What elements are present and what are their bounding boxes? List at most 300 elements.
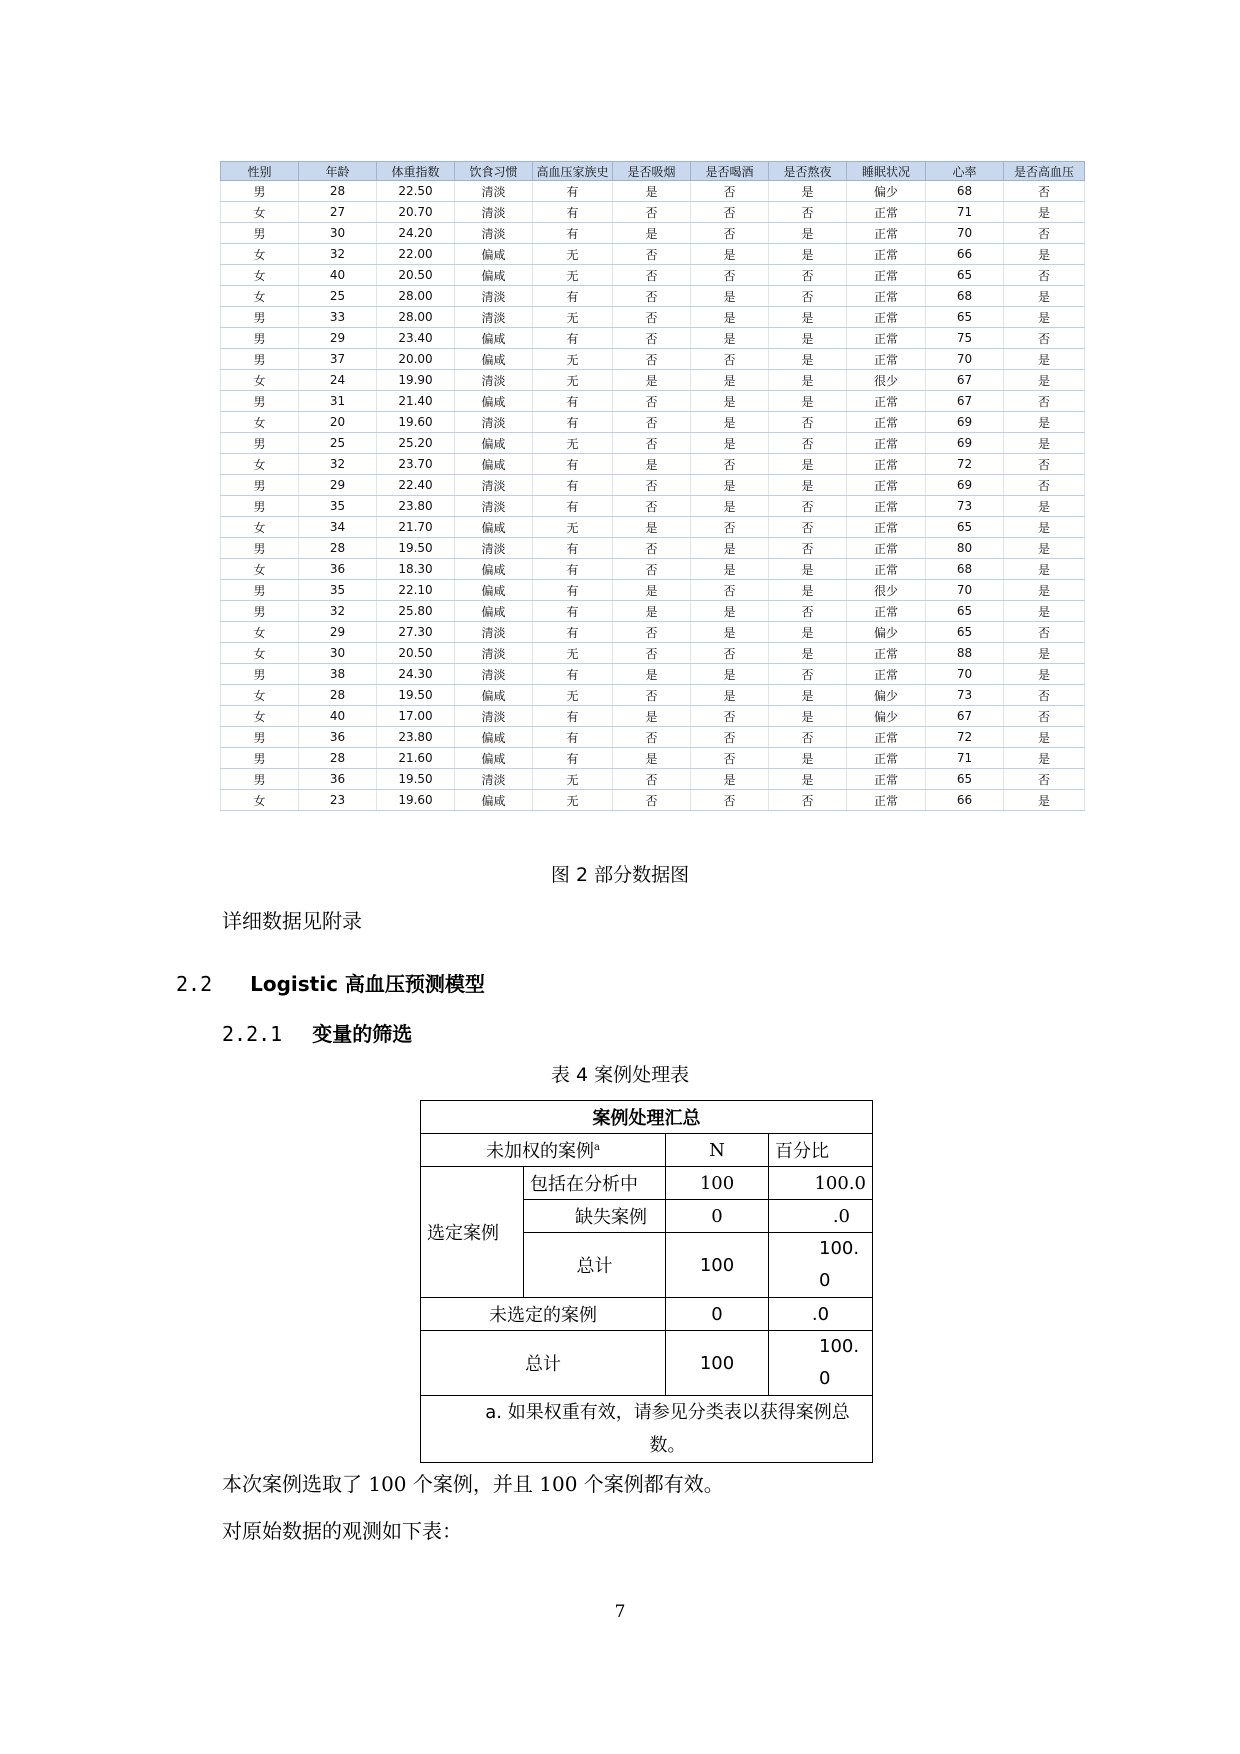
table-cell: 是	[691, 391, 769, 412]
table-cell: 女	[221, 517, 299, 538]
footnote-marker: a	[594, 1142, 600, 1153]
table-cell: 否	[769, 202, 847, 223]
table-cell: 34	[299, 517, 377, 538]
table-cell: 是	[1004, 349, 1085, 370]
table-cell: 是	[1004, 538, 1085, 559]
table-cell: 男	[221, 538, 299, 559]
table-cell: 偏咸	[455, 748, 533, 769]
table-cell: 是	[769, 769, 847, 790]
table-cell: 28.00	[377, 307, 455, 328]
table-cell: 有	[533, 580, 613, 601]
table-cell: 是	[1004, 664, 1085, 685]
table-cell: 24	[299, 370, 377, 391]
table-cell: 68	[926, 181, 1004, 202]
table-cell: 68	[926, 286, 1004, 307]
table-cell: 20.00	[377, 349, 455, 370]
table-cell: 33	[299, 307, 377, 328]
table-cell: 是	[769, 622, 847, 643]
table-cell: 无	[533, 307, 613, 328]
table-cell: 65	[926, 307, 1004, 328]
table-cell: 否	[613, 202, 691, 223]
table-row	[221, 580, 1085, 601]
table-cell: 65	[926, 265, 1004, 286]
table-cell: 30	[299, 643, 377, 664]
table-row	[221, 790, 1085, 811]
column-header: 是否喝酒	[691, 162, 769, 181]
table-cell: 清淡	[455, 622, 533, 643]
table-cell: 71	[926, 202, 1004, 223]
subtotal-n: 100	[666, 1233, 769, 1298]
table-cell: 无	[533, 433, 613, 454]
appendix-note: 详细数据见附录	[222, 909, 362, 933]
table-cell: 是	[613, 748, 691, 769]
table-cell: 71	[926, 748, 1004, 769]
table-cell: 是	[691, 601, 769, 622]
table-cell: 是	[769, 307, 847, 328]
table-cell: 是	[769, 328, 847, 349]
table-cell: 是	[613, 706, 691, 727]
footnote-line1: a. 如果权重有效，请参见分类表以获得案例总	[485, 1402, 850, 1423]
table-cell: 否	[769, 517, 847, 538]
unselected-label: 未选定的案例	[421, 1298, 666, 1331]
missing-label: 缺失案例	[524, 1200, 666, 1233]
table-row	[221, 223, 1085, 244]
table-cell: 无	[533, 265, 613, 286]
table-row	[421, 1396, 873, 1463]
table-row	[221, 328, 1085, 349]
table-cell: 否	[769, 601, 847, 622]
table-cell: 有	[533, 601, 613, 622]
table-cell: 65	[926, 769, 1004, 790]
table-cell: 是	[1004, 244, 1085, 265]
table-cell: 正常	[847, 748, 926, 769]
table-cell: 是	[613, 370, 691, 391]
table-cell: 正常	[847, 265, 926, 286]
table-cell: 是	[691, 433, 769, 454]
unweighted-label: 未加权的案例	[486, 1141, 595, 1162]
table-cell: 否	[1004, 475, 1085, 496]
subtotal-percent-line2: 0	[819, 1270, 831, 1291]
table-cell: 29	[299, 475, 377, 496]
table-row	[221, 349, 1085, 370]
table-cell: 偏咸	[455, 685, 533, 706]
table-cell: 否	[769, 412, 847, 433]
table-cell: 否	[613, 286, 691, 307]
table-cell: 男	[221, 601, 299, 622]
table-cell: 28	[299, 181, 377, 202]
table-row	[221, 685, 1085, 706]
table-cell: 是	[691, 664, 769, 685]
table-cell: 男	[221, 769, 299, 790]
table-cell: 67	[926, 706, 1004, 727]
table-cell: 是	[769, 748, 847, 769]
table-cell: 有	[533, 538, 613, 559]
table-cell: 无	[533, 769, 613, 790]
table-cell: 22.40	[377, 475, 455, 496]
table-row	[221, 202, 1085, 223]
table-cell: 否	[613, 538, 691, 559]
total-percent	[769, 1331, 873, 1396]
table-cell: 正常	[847, 790, 926, 811]
table-cell: 是	[769, 349, 847, 370]
table-cell: 是	[769, 685, 847, 706]
table-cell: 否	[613, 307, 691, 328]
unselected-n: 0	[666, 1298, 769, 1331]
table-cell: 正常	[847, 538, 926, 559]
table-cell: 是	[691, 769, 769, 790]
table-cell: 是	[769, 454, 847, 475]
table-cell: 否	[1004, 685, 1085, 706]
table-cell: 偏少	[847, 706, 926, 727]
table-cell: 有	[533, 622, 613, 643]
table-row	[421, 1101, 873, 1134]
table-cell: 19.50	[377, 769, 455, 790]
table-cell: 67	[926, 370, 1004, 391]
table-cell: 否	[769, 286, 847, 307]
table-cell: 否	[769, 496, 847, 517]
table-cell: 偏少	[847, 181, 926, 202]
table-cell: 无	[533, 517, 613, 538]
column-header: 体重指数	[377, 162, 455, 181]
selected-cases-label: 选定案例	[421, 1167, 524, 1298]
table-cell: 正常	[847, 517, 926, 538]
table-cell: 否	[691, 790, 769, 811]
table-cell: 正常	[847, 475, 926, 496]
table-cell: 32	[299, 601, 377, 622]
table-cell: 正常	[847, 601, 926, 622]
table-cell: 有	[533, 286, 613, 307]
table-row	[221, 664, 1085, 685]
table-cell: 是	[691, 685, 769, 706]
table-cell: 是	[691, 328, 769, 349]
table-row	[421, 1134, 873, 1167]
subsection-number: 2.2.1	[222, 1022, 283, 1046]
table-cell: 否	[769, 664, 847, 685]
unselected-percent: .0	[769, 1298, 873, 1331]
table-cell: 清淡	[455, 412, 533, 433]
table-cell: 偏咸	[455, 433, 533, 454]
table-cell: 66	[926, 790, 1004, 811]
table-cell: 是	[613, 181, 691, 202]
table-cell: 有	[533, 328, 613, 349]
table-cell: 70	[926, 223, 1004, 244]
table-cell: 是	[691, 559, 769, 580]
section-heading	[176, 968, 485, 997]
column-header: 睡眠状况	[847, 162, 926, 181]
table-header-row	[221, 162, 1085, 181]
table-row	[221, 370, 1085, 391]
unweighted-label-cell	[421, 1134, 666, 1167]
table-cell: 有	[533, 475, 613, 496]
table-cell: 偏咸	[455, 454, 533, 475]
table-cell: 否	[691, 223, 769, 244]
table-cell: 是	[1004, 496, 1085, 517]
table-cell: 69	[926, 433, 1004, 454]
table-cell: 是	[1004, 286, 1085, 307]
table-cell: 有	[533, 391, 613, 412]
table-cell: 否	[1004, 223, 1085, 244]
table-cell: 有	[533, 664, 613, 685]
table-cell: 25	[299, 286, 377, 307]
subsection-heading	[222, 1018, 412, 1047]
table-cell: 否	[1004, 265, 1085, 286]
paragraph-observation: 对原始数据的观测如下表：	[222, 1519, 462, 1543]
table-cell: 69	[926, 412, 1004, 433]
table-cell: 30	[299, 223, 377, 244]
table-cell: 无	[533, 685, 613, 706]
table-cell: 否	[691, 265, 769, 286]
table-row	[221, 622, 1085, 643]
table-cell: 68	[926, 559, 1004, 580]
table-cell: 否	[1004, 391, 1085, 412]
table-cell: 男	[221, 475, 299, 496]
table-cell: 32	[299, 244, 377, 265]
subtotal-percent-line1: 100.	[819, 1238, 860, 1259]
table-cell: 70	[926, 664, 1004, 685]
table-cell: 否	[613, 265, 691, 286]
subsection-title: 变量的筛选	[312, 1022, 413, 1046]
table-cell: 否	[691, 349, 769, 370]
table-cell: 22.10	[377, 580, 455, 601]
table-row	[421, 1167, 873, 1200]
table-cell: 是	[769, 391, 847, 412]
table-cell: 偏少	[847, 622, 926, 643]
column-header: 性别	[221, 162, 299, 181]
col-percent-header: 百分比	[769, 1134, 873, 1167]
figure-caption: 图 2 部分数据图	[550, 864, 690, 886]
table-cell: 否	[613, 496, 691, 517]
table-cell: 否	[769, 538, 847, 559]
table-row	[221, 559, 1085, 580]
table-cell: 是	[1004, 433, 1085, 454]
table-cell: 女	[221, 202, 299, 223]
table-cell: 否	[613, 391, 691, 412]
table-cell: 偏少	[847, 685, 926, 706]
table-cell: 清淡	[455, 643, 533, 664]
table-cell: 是	[1004, 559, 1085, 580]
table-row	[421, 1331, 873, 1396]
table-cell: 否	[613, 769, 691, 790]
table-cell: 清淡	[455, 538, 533, 559]
table-cell: 正常	[847, 391, 926, 412]
table-cell: 23.40	[377, 328, 455, 349]
table-cell: 偏咸	[455, 727, 533, 748]
table-row	[221, 265, 1085, 286]
table-cell: 25.20	[377, 433, 455, 454]
column-header: 饮食习惯	[455, 162, 533, 181]
table-row	[221, 412, 1085, 433]
table-cell: 女	[221, 685, 299, 706]
table-cell: 否	[1004, 622, 1085, 643]
table-cell: 否	[613, 643, 691, 664]
table-cell: 正常	[847, 727, 926, 748]
table-cell: 是	[769, 559, 847, 580]
table-cell: 正常	[847, 244, 926, 265]
table-cell: 是	[613, 580, 691, 601]
table-cell: 65	[926, 601, 1004, 622]
table-cell: 是	[769, 580, 847, 601]
table-cell: 27.30	[377, 622, 455, 643]
table-cell: 是	[691, 370, 769, 391]
table-cell: 22.00	[377, 244, 455, 265]
table-cell: 有	[533, 202, 613, 223]
table-cell: 是	[769, 244, 847, 265]
table-cell: 清淡	[455, 202, 533, 223]
table-cell: 28	[299, 538, 377, 559]
total-percent-line2: 0	[819, 1368, 831, 1389]
table-cell: 有	[533, 559, 613, 580]
table-cell: 23.80	[377, 496, 455, 517]
table-cell: 有	[533, 706, 613, 727]
table-cell: 是	[1004, 370, 1085, 391]
table-cell: 正常	[847, 412, 926, 433]
table-cell: 是	[1004, 307, 1085, 328]
table-cell: 男	[221, 727, 299, 748]
table-cell: 正常	[847, 328, 926, 349]
table-cell: 是	[691, 496, 769, 517]
table-cell: 偏咸	[455, 559, 533, 580]
table-cell: 是	[1004, 748, 1085, 769]
table-cell: 70	[926, 580, 1004, 601]
table-cell: 男	[221, 391, 299, 412]
table-row	[221, 286, 1085, 307]
table-cell: 否	[769, 433, 847, 454]
table-cell: 否	[613, 244, 691, 265]
table-cell: 25	[299, 433, 377, 454]
table-row	[221, 727, 1085, 748]
table-footnote	[421, 1396, 873, 1463]
table-cell: 正常	[847, 769, 926, 790]
missing-n: 0	[666, 1200, 769, 1233]
table-cell: 36	[299, 559, 377, 580]
table-cell: 是	[1004, 517, 1085, 538]
table-cell: 19.50	[377, 538, 455, 559]
table-cell: 是	[691, 622, 769, 643]
table-cell: 24.20	[377, 223, 455, 244]
table-cell: 66	[926, 244, 1004, 265]
table-cell: 40	[299, 706, 377, 727]
table-cell: 清淡	[455, 706, 533, 727]
table-cell: 偏咸	[455, 601, 533, 622]
table-row	[221, 517, 1085, 538]
table-cell: 是	[1004, 601, 1085, 622]
table-row	[221, 643, 1085, 664]
table-row	[421, 1298, 873, 1331]
table-cell: 是	[1004, 580, 1085, 601]
table-cell: 23.70	[377, 454, 455, 475]
table-cell: 正常	[847, 286, 926, 307]
table-cell: 88	[926, 643, 1004, 664]
table-cell: 清淡	[455, 496, 533, 517]
subtotal-percent	[769, 1233, 873, 1298]
table-cell: 38	[299, 664, 377, 685]
subtotal-label: 总计	[524, 1233, 666, 1298]
table-cell: 女	[221, 706, 299, 727]
table-cell: 37	[299, 349, 377, 370]
table-cell: 男	[221, 328, 299, 349]
table-cell: 男	[221, 580, 299, 601]
table-cell: 清淡	[455, 286, 533, 307]
table-cell: 无	[533, 790, 613, 811]
table-cell: 否	[613, 475, 691, 496]
table-cell: 是	[691, 538, 769, 559]
table-cell: 75	[926, 328, 1004, 349]
table-cell: 20.70	[377, 202, 455, 223]
table-cell: 女	[221, 622, 299, 643]
table-cell: 无	[533, 643, 613, 664]
table-cell: 80	[926, 538, 1004, 559]
table-cell: 女	[221, 244, 299, 265]
case-processing-table	[420, 1100, 873, 1463]
table-cell: 否	[769, 790, 847, 811]
table-cell: 否	[691, 454, 769, 475]
column-header: 是否高血压	[1004, 162, 1085, 181]
table-cell: 否	[769, 265, 847, 286]
table-cell: 32	[299, 454, 377, 475]
table-cell: 18.30	[377, 559, 455, 580]
table-row	[221, 391, 1085, 412]
column-header: 是否吸烟	[613, 162, 691, 181]
table-cell: 28	[299, 748, 377, 769]
table-cell: 否	[691, 517, 769, 538]
table-cell: 男	[221, 349, 299, 370]
table-cell: 28.00	[377, 286, 455, 307]
table-cell: 否	[1004, 328, 1085, 349]
table-cell: 女	[221, 559, 299, 580]
table-cell: 正常	[847, 433, 926, 454]
table-cell: 有	[533, 748, 613, 769]
table-cell: 69	[926, 475, 1004, 496]
table-cell: 是	[691, 286, 769, 307]
table-cell: 31	[299, 391, 377, 412]
total-label: 总计	[421, 1331, 666, 1396]
table-cell: 20.50	[377, 265, 455, 286]
table-cell: 无	[533, 349, 613, 370]
table-cell: 否	[613, 559, 691, 580]
table-cell: 正常	[847, 307, 926, 328]
col-n-header: N	[666, 1134, 769, 1167]
data-figure-table	[220, 161, 1085, 811]
table-cell: 有	[533, 223, 613, 244]
table-cell: 21.40	[377, 391, 455, 412]
table-cell: 有	[533, 412, 613, 433]
table-cell: 否	[769, 727, 847, 748]
table-cell: 清淡	[455, 223, 533, 244]
table-cell: 17.00	[377, 706, 455, 727]
table-row	[221, 769, 1085, 790]
table-cell: 正常	[847, 349, 926, 370]
table-cell: 否	[1004, 181, 1085, 202]
table-row	[221, 601, 1085, 622]
table-cell: 偏咸	[455, 391, 533, 412]
table-row	[221, 244, 1085, 265]
table-row	[221, 748, 1085, 769]
table-cell: 65	[926, 622, 1004, 643]
table-cell: 正常	[847, 559, 926, 580]
table-caption: 表 4 案例处理表	[550, 1064, 690, 1086]
table-cell: 73	[926, 685, 1004, 706]
table-cell: 很少	[847, 370, 926, 391]
table-cell: 有	[533, 454, 613, 475]
table-cell: 是	[613, 517, 691, 538]
table-cell: 是	[769, 370, 847, 391]
table-cell: 35	[299, 580, 377, 601]
table-cell: 是	[1004, 727, 1085, 748]
table-cell: 是	[1004, 202, 1085, 223]
table-cell: 否	[691, 202, 769, 223]
table-cell: 男	[221, 307, 299, 328]
table-cell: 是	[1004, 643, 1085, 664]
